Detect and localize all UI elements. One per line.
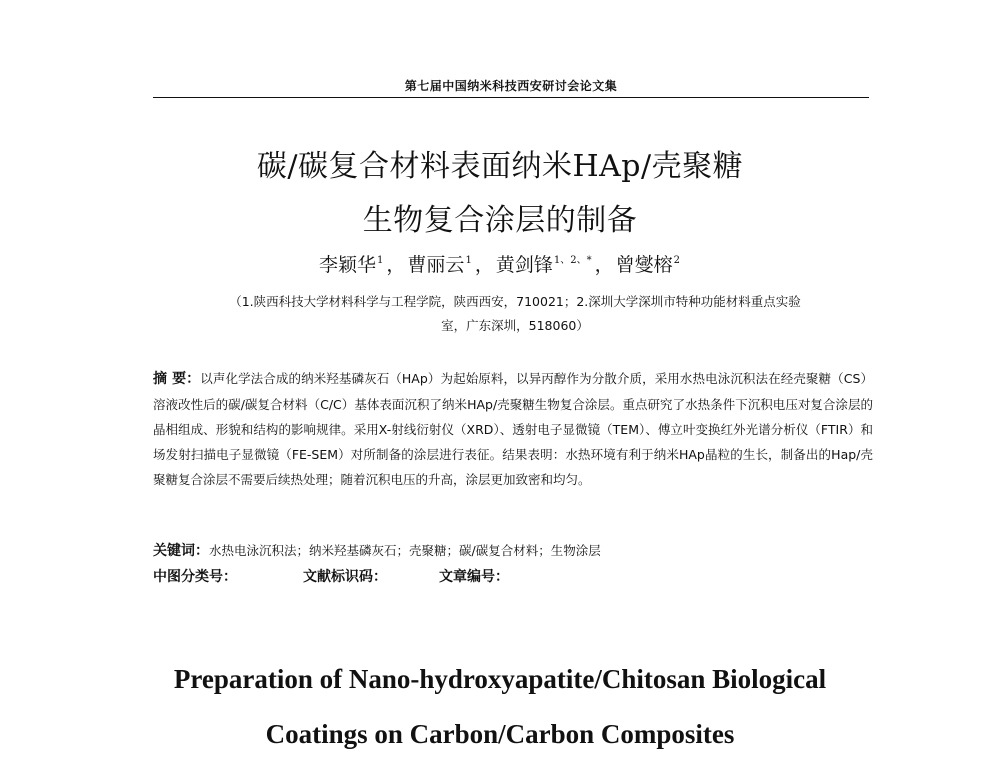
keywords [153, 540, 873, 562]
author-affil-mark: 1 [465, 255, 472, 266]
author-name: 李颖华 [319, 254, 377, 276]
keywords-label: 关键词： [153, 543, 209, 559]
abstract [153, 366, 873, 492]
abstract-label: 摘 要： [153, 371, 201, 387]
author-name: 曹丽云 [407, 254, 465, 276]
header-rule [153, 97, 869, 98]
english-title-line-1: Preparation of Nano-hydroxyapatite/Chitosan Biological [173, 664, 827, 694]
english-title-line-2: Coatings on Carbon/Carbon Composites [265, 719, 735, 749]
affiliation-line-1: （1.陕西科技大学材料科学与工程学院，陕西西安，710021；2.深圳大学深圳市特种功能材料重点实验 [229, 294, 801, 309]
author-affil-mark: 1、2、* [553, 255, 592, 266]
title-line-2: 生物复合涂层的制备 [362, 203, 638, 238]
classification-line [153, 566, 873, 586]
author-affil-mark: 2 [673, 255, 680, 266]
running-header: 第七届中国纳米科技西安研讨会论文集 [404, 79, 618, 93]
author-list: 李颖华$^1$ ， 曹丽云$^1$ ， 黄剑锋$^{1、2、*}$ ， 曾燮榕$^2$ [319, 254, 680, 276]
author-name: 黄剑锋 [495, 254, 553, 276]
author-name: 曾燮榕 [615, 254, 673, 276]
clc-number-label: 中图分类号： [153, 569, 237, 585]
affiliation-line-2: 室，广东深圳，518060） [441, 318, 589, 333]
keywords-text: 水热电泳沉积法；纳米羟基磷灰石；壳聚糖；碳/碳复合材料；生物涂层 [209, 543, 601, 558]
title-line-1: 碳/碳复合材料表面纳米HAp/壳聚糖 [256, 149, 744, 184]
author-affil-mark: 1 [377, 255, 384, 266]
affiliation [160, 290, 870, 338]
abstract-text: 以声化学法合成的纳米羟基磷灰石（HAp）为起始原料，以异丙醇作为分散介质，采用水热电泳沉积法在经壳聚糖（CS）溶液改性后的碳/碳复合材料（C/C）基体表面沉积了纳米HAp/壳聚糖生物复合涂层。重点研究了水热条件下沉积电压对复合涂层的晶相组成、形貌和结构的影响规律。采用X-射线衍射仪（XRD）、透射电子显微镜（TEM）、傅立叶变换红外光谱分析仪（FTIR）和场发射扫描电子显微镜（FE-SEM）对所制备的涂层进行表征。结果表明：水热环境有利于纳米HAp晶粒的生长，制备出的Hap/壳聚糖复合涂层不需要后续热处理；随着沉积电压的升高，涂层更加致密和均匀。 [153, 371, 873, 487]
document-code-label: 文献标识码： [303, 569, 387, 585]
article-number-label: 文章编号： [439, 569, 509, 585]
